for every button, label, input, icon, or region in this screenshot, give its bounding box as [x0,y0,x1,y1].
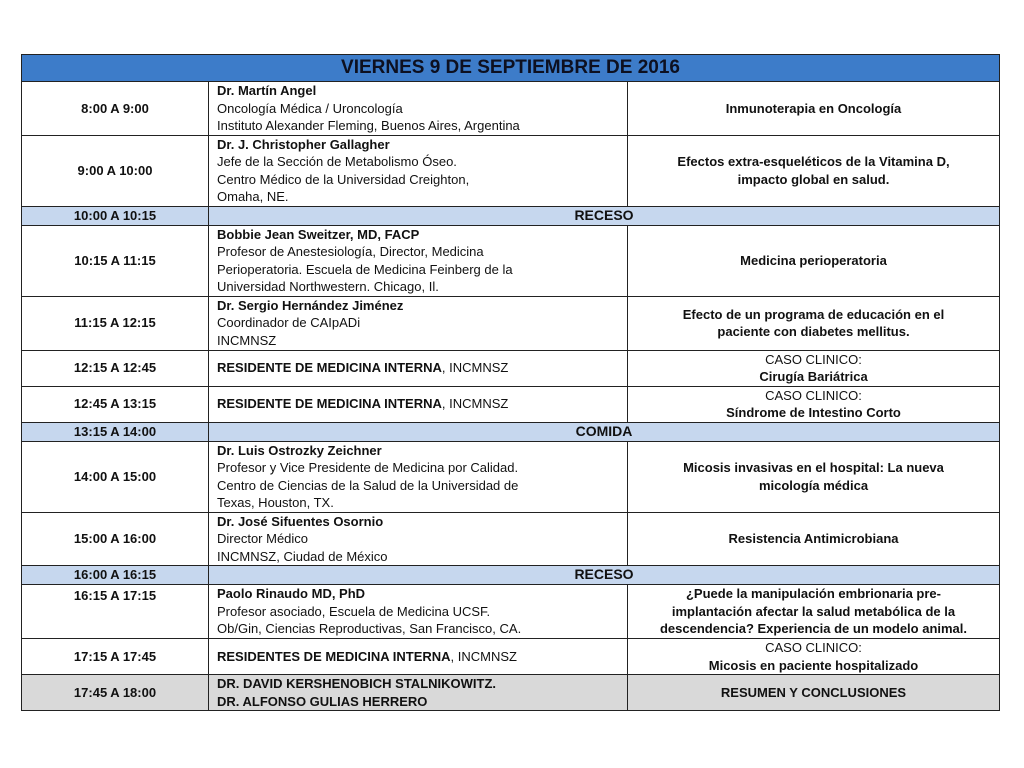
time-cell: 16:15 A 17:15 [22,585,209,639]
speaker-detail: Profesor asociado, Escuela de Medicina UCSF. [217,603,491,619]
table-row [22,350,1000,386]
speaker-detail: Profesor de Anestesiología, Director, Medicina [217,244,484,259]
table-row [22,512,1000,566]
time-cell: 11:15 A 12:15 [22,296,209,350]
table-row [22,386,1000,422]
topic-line: Efectos extra-esqueléticos de la Vitamina D, [677,154,950,169]
case-topic: Micosis en paciente hospitalizado [708,657,919,673]
speaker-name: Dr. José Sifuentes Osornio [217,513,384,529]
speaker-name: DR. ALFONSO GULIAS HERRERO [217,693,428,709]
recess-row [22,206,1000,225]
speaker-cell [209,296,628,350]
topic-cell: Medicina perioperatoria [628,225,1000,296]
time-cell: 16:00 A 16:15 [22,566,209,585]
closing-row [22,675,1000,711]
time-cell: 10:15 A 11:15 [22,225,209,296]
recess-label: COMIDA [209,422,1000,441]
time-cell: 10:00 A 10:15 [22,206,209,225]
speaker-detail: Centro Médico de la Universidad Creighton, [217,171,470,187]
topic-line: micología médica [758,477,869,493]
table-row [22,639,1000,675]
speaker-detail: Texas, Houston, TX. [217,495,334,510]
topic-cell [628,386,1000,422]
speaker-detail: Perioperatoria. Escuela de Medicina Feinberg de la [217,261,513,277]
speaker-cell [209,386,628,422]
recess-row [22,422,1000,441]
table-row [22,585,1000,639]
recess-label: RECESO [209,566,1000,585]
topic-cell: RESUMEN Y CONCLUSIONES [628,675,1000,711]
topic-cell [628,135,1000,206]
speaker-cell [209,225,628,296]
time-cell: 12:15 A 12:45 [22,350,209,386]
speaker-detail: INCMNSZ [217,332,277,348]
speaker-cell [209,675,628,711]
topic-line: Efecto de un programa de educación en el [682,306,945,322]
speaker-detail: Coordinador de CAIpADi [217,315,361,331]
speaker-detail: Universidad Northwestern. Chicago, Il. [217,279,439,294]
speaker-name: Dr. Sergio Hernández Jiménez [217,297,404,313]
topic-cell: Inmunoterapia en Oncología [628,82,1000,136]
time-cell: 13:15 A 14:00 [22,422,209,441]
speaker-detail: Ob/Gin, Ciencias Reproductivas, San Francisco, CA. [217,621,522,637]
speaker-cell [209,135,628,206]
topic-line: implantación afectar la salud metabólica de la [671,603,956,619]
institution: , INCMNSZ [450,648,517,664]
resident-label: RESIDENTE DE MEDICINA INTERNA [217,396,442,412]
time-cell: 8:00 A 9:00 [22,82,209,136]
case-label: CASO CLINICO: [765,387,862,403]
speaker-cell [209,82,628,136]
topic-line: paciente con diabetes mellitus. [717,324,910,339]
schedule-title: VIERNES 9 DE SEPTIEMBRE DE 2016 [22,55,1000,82]
time-cell: 17:15 A 17:45 [22,639,209,675]
speaker-name: Bobbie Jean Sweitzer, MD, FACP [217,226,420,242]
speaker-cell [209,512,628,566]
speaker-detail: Omaha, NE. [217,189,289,204]
case-topic: Cirugía Bariátrica [759,369,868,384]
title-row [22,55,1000,82]
topic-line: impacto global en salud. [737,171,890,187]
speaker-name: Dr. Luis Ostrozky Zeichner [217,442,382,458]
speaker-name: Dr. J. Christopher Gallagher [217,136,390,152]
time-cell: 12:45 A 13:15 [22,386,209,422]
topic-cell [628,350,1000,386]
speaker-cell [209,585,628,639]
speaker-detail: Instituto Alexander Fleming, Buenos Aires, Argentina [217,118,520,133]
speaker-name: Dr. Martín Angel [217,83,317,98]
topic-line: ¿Puede la manipulación embrionaria pre- [685,586,941,602]
time-cell: 9:00 A 10:00 [22,135,209,206]
topic-cell [628,585,1000,639]
topic-cell [628,296,1000,350]
case-topic: Síndrome de Intestino Corto [726,405,901,420]
speaker-name: DR. DAVID KERSHENOBICH STALNIKOWITZ. [217,676,497,691]
speaker-detail: INCMNSZ, Ciudad de México [217,548,388,564]
time-cell: 14:00 A 15:00 [22,441,209,512]
speaker-detail: Centro de Ciencias de la Salud de la Universidad de [217,477,519,493]
topic-line: descendencia? Experiencia de un modelo animal. [659,621,968,637]
recess-label: RECESO [209,206,1000,225]
case-label: CASO CLINICO: [765,640,862,655]
institution: , INCMNSZ [441,360,509,376]
speaker-detail: Profesor y Vice Presidente de Medicina por Calidad. [217,460,519,475]
topic-cell [628,639,1000,675]
schedule-container [21,54,1000,711]
table-row [22,441,1000,512]
speaker-cell [209,350,628,386]
institution: , INCMNSZ [441,396,509,412]
speaker-name: Paolo Rinaudo MD, PhD [217,586,366,602]
table-row [22,296,1000,350]
speaker-detail: Director Médico [217,531,309,546]
time-cell: 17:45 A 18:00 [22,675,209,711]
recess-row [22,566,1000,585]
resident-label: RESIDENTE DE MEDICINA INTERNA [217,360,442,376]
topic-line: Micosis invasivas en el hospital: La nueva [683,460,944,475]
table-row [22,225,1000,296]
speaker-detail: Jefe de la Sección de Metabolismo Óseo. [217,154,457,169]
table-row [22,135,1000,206]
case-label: CASO CLINICO: [765,351,862,367]
speaker-cell [209,639,628,675]
resident-label: RESIDENTES DE MEDICINA INTERNA [217,648,451,664]
topic-cell: Resistencia Antimicrobiana [628,512,1000,566]
topic-cell [628,441,1000,512]
speaker-cell [209,441,628,512]
time-cell: 15:00 A 16:00 [22,512,209,566]
schedule-table [21,54,1000,711]
speaker-detail: Oncología Médica / Uroncología [217,100,403,116]
table-row [22,82,1000,136]
